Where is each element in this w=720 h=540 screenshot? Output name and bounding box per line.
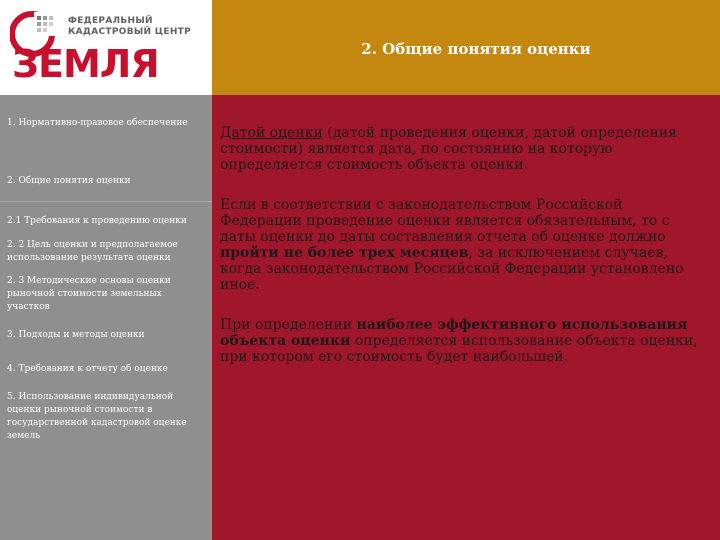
paragraph-1-text: (датой проведения оценки, датой определения стоимости) является дата, по состоянию на которую определяется стоимость объекта оценки. [220,125,677,173]
logo-line-2: КАДАСТРОВЫЙ ЦЕНТР [68,27,192,37]
logo-line-1: ФЕДЕРАЛЬНЫЙ [68,16,153,26]
paragraph-three-months [220,197,700,293]
sidebar-item-purpose[interactable]: 2. 2 Цель оценки и предполагаемое использование результата оценки [7,240,178,263]
sidebar-divider [0,201,212,202]
logo-wordmark: ЗЕМЛЯ [12,42,159,86]
term-valuation-date: Датой оценки [220,125,323,141]
sidebar [0,95,212,540]
sidebar-item-legal-framework[interactable]: 1. Нормативно-правовое обеспечение [7,118,188,128]
paragraph-valuation-date [220,125,700,173]
sidebar-item-cadastral-use[interactable]: 5. Использование индивидуальной оценки рыночной стоимости в государственной кадастровой оценке земель [7,392,187,441]
sidebar-item-approaches[interactable]: 3. Подходы и методы оценки [7,330,145,340]
paragraph-3-emphasis: наиболее эффективного использования объекта оценки [220,317,688,349]
logo [0,0,212,95]
sidebar-item-methodology[interactable]: 2. 3 Методические основы оценки рыночной стоимости земельных участков [7,276,171,312]
sidebar-item-general-concepts[interactable]: 2. Общие понятия оценки [7,176,131,186]
paragraph-2-emphasis: пройти не более трех месяцев [220,245,469,261]
paragraph-best-use [220,317,700,365]
header-bar [212,0,720,95]
paragraph-3-text-b: определяется использование объекта оценки, при котором его стоимость будет наибольшей. [220,333,698,365]
sidebar-item-requirements[interactable]: 2.1 Требования к проведению оценки [7,216,187,226]
paragraph-2-text-a: Если в соответствии с законодательством Российской Федерации проведение оценки является обязательным, то с даты оценки до даты составления отчета об оценке должно [220,197,670,245]
paragraph-3-text-a: При определении [220,317,357,333]
page-title: 2. Общие понятия оценки [361,40,591,58]
paragraph-2-text-b: , за исключением случаев, когда законодательством Российской Федерации установлено иное. [220,245,684,293]
main-content [220,125,700,389]
sidebar-item-report-requirements[interactable]: 4. Требования к отчету об оценке [7,364,168,374]
